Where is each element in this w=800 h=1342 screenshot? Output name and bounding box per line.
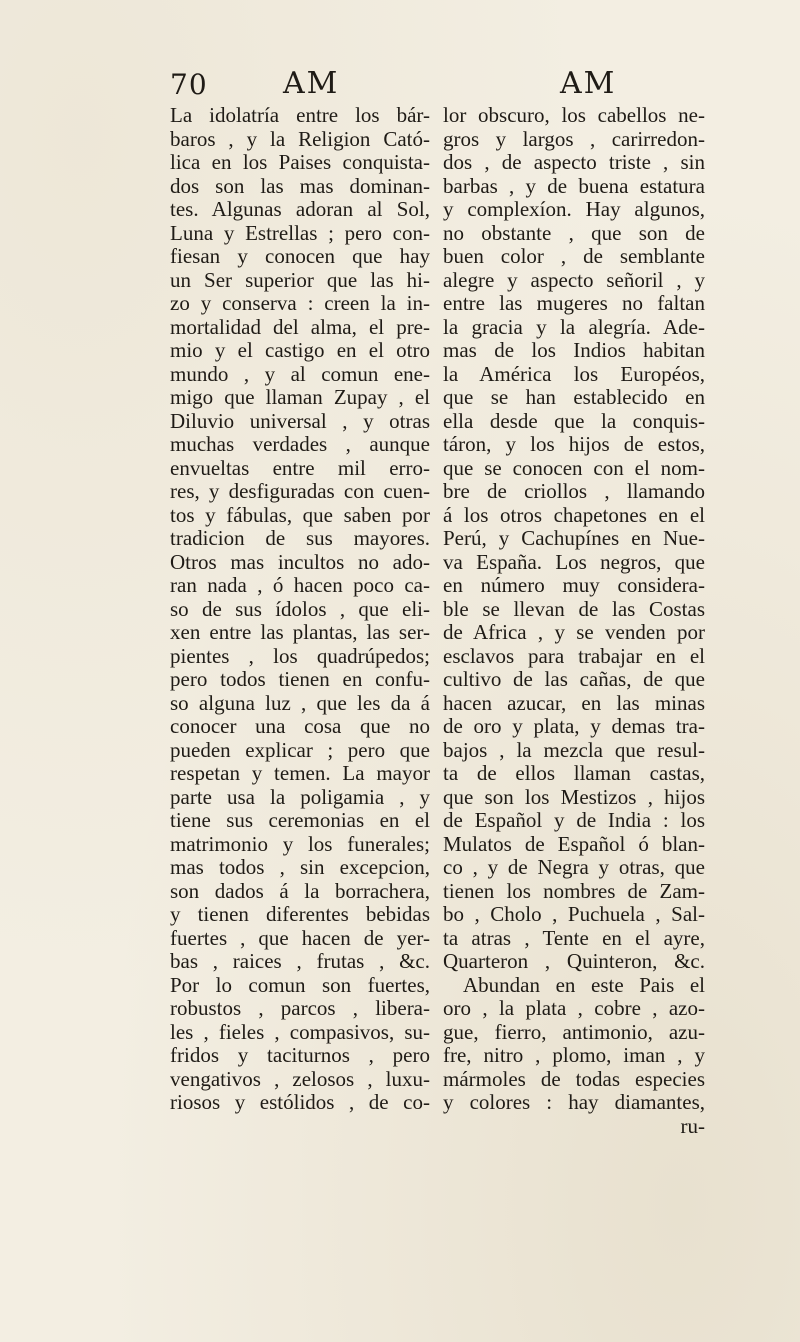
page-number: 70 [170,68,208,101]
text-line: ran nada , ó hacen poco ca- [170,573,430,597]
text-line: alegre y aspecto señoril , y [443,267,705,292]
text-line: Mulatos de Español ó blan- [443,831,705,856]
text-line: barbas , y de buena estatura [443,173,705,198]
text-line: de oro y plata, y demas tra- [443,714,705,738]
text-line: Otros mas incultos no ado- [170,549,430,574]
text-line: Abundan en este Pais el [463,972,705,997]
text-line: matrimonio y los funerales; [170,831,430,856]
running-head-left: AM [283,66,340,101]
text-line: so alguna luz , que les da á [170,690,430,715]
text-line: fiesan y conocen que hay [170,244,430,268]
text-line: y complexíon. Hay algunos, [443,197,705,221]
text-line: bas , raices , frutas , &c. [170,949,430,973]
text-line: tradicion de sus mayores. [170,526,430,550]
text-line: mármoles de todas especies [443,1066,705,1091]
text-line: lor obscuro, los cabellos ne- [443,103,705,127]
text-line: baros , y la Religion Cató- [170,126,430,151]
text-line: en número muy considera- [443,573,705,597]
text-line: entre las mugeres no faltan [443,291,705,315]
text-line: mio y el castigo en el otro [170,338,430,362]
text-line: Perú, y Cachupínes en Nue- [443,526,705,550]
text-line: ble se llevan de las Costas [443,596,705,621]
text-line: cultivo de las cañas, de que [443,667,705,691]
text-line: riosos y estólidos , de co- [170,1090,430,1114]
text-line: de Español y de India : los [443,808,705,832]
text-line: fre, nitro , plomo, iman , y [443,1043,705,1067]
text-line: so de sus ídolos , que eli- [170,596,430,621]
text-line: conocer una cosa que no [170,714,430,738]
text-line: res, y desfiguradas con cuen- [170,479,430,503]
text-line: ta de ellos llaman castas, [443,761,705,785]
text-line: oro , la plata , cobre , azo- [443,996,705,1020]
text-line: mortalidad del alma, el pre- [170,314,430,339]
text-line: que se han establecido en [443,385,705,409]
text-line: respetan y temen. La mayor [170,761,430,785]
text-line: pueden explicar ; pero que [170,737,430,762]
text-line: Diluvio universal , y otras [170,408,430,433]
catchword: ru- [680,1113,705,1138]
text-line: gue, fierro, antimonio, azu- [443,1019,705,1044]
text-line: pientes , los quadrúpedos; [170,643,430,668]
text-line: tienen los nombres de Zam- [443,878,705,903]
text-line: bo , Cholo , Puchuela , Sal- [443,902,705,926]
text-line: táron, y los hijos de estos, [443,432,705,456]
text-line: la gracia y la alegría. Ade- [443,314,705,339]
text-line: muchas verdades , aunque [170,432,430,456]
text-line: va España. Los negros, que [443,549,705,574]
text-line: tiene sus ceremonias en el [170,808,430,832]
text-line: migo que llaman Zupay , el [170,385,430,409]
text-line: hacen azucar, en las minas [443,690,705,715]
text-line: dos , de aspecto triste , sin [443,150,705,174]
text-line: envueltas entre mil erro- [170,455,430,480]
text-line: gros y largos , carirredon- [443,126,705,151]
text-line: y tienen diferentes bebidas [170,902,430,926]
text-line: un Ser superior que las hi- [170,267,430,292]
text-line: parte usa la poligamia , y [170,784,430,809]
left-text-column [170,104,430,1115]
text-line: la América los Européos, [443,361,705,386]
text-line: xen entre las plantas, las ser- [170,620,430,644]
text-line: pero todos tienen en confu- [170,667,430,691]
text-line: fuertes , que hacen de yer- [170,925,430,950]
text-line: les , fieles , compasivos, su- [170,1019,430,1044]
text-line: ta atras , Tente en el ayre, [443,925,705,950]
text-line: y colores : hay diamantes, [443,1090,705,1114]
text-line: no obstante , que son de [443,220,705,245]
text-line: robustos , parcos , libera- [170,996,430,1020]
text-line: fridos y taciturnos , pero [170,1043,430,1067]
running-head-right: AM [560,66,617,101]
text-line: co , y de Negra y otras, que [443,855,705,879]
text-line: tes. Algunas adoran al Sol, [170,197,430,221]
text-line: que se conocen con el nom- [443,455,705,480]
text-line: esclavos para trabajar en el [443,643,705,668]
text-line: lica en los Paises conquista- [170,150,430,174]
text-line: vengativos , zelosos , luxu- [170,1066,430,1091]
text-line: bre de criollos , llamando [443,479,705,503]
text-line: de Africa , y se venden por [443,620,705,644]
right-text-column [443,104,705,1138]
text-line: son dados á la borrachera, [170,878,430,903]
text-line: que son los Mestizos , hijos [443,784,705,809]
text-line: mundo , y al comun ene- [170,361,430,386]
text-line: tos y fábulas, que saben por [170,502,430,527]
text-line: ella desde que la conquis- [443,408,705,433]
text-line: mas de los Indios habitan [443,338,705,362]
text-line: bajos , la mezcla que resul- [443,737,705,762]
text-line: Luna y Estrellas ; pero con- [170,220,430,245]
text-line: á los otros chapetones en el [443,502,705,527]
text-line: Por lo comun son fuertes, [170,972,430,997]
text-line: buen color , de semblante [443,244,705,268]
text-line: La idolatría entre los bár- [170,103,430,127]
text-line: dos son las mas dominan- [170,173,430,198]
text-line: Quarteron , Quinteron, &c. [443,949,705,973]
text-line: mas todos , sin excepcion, [170,855,430,879]
text-line: zo y conserva : creen la in- [170,291,430,315]
